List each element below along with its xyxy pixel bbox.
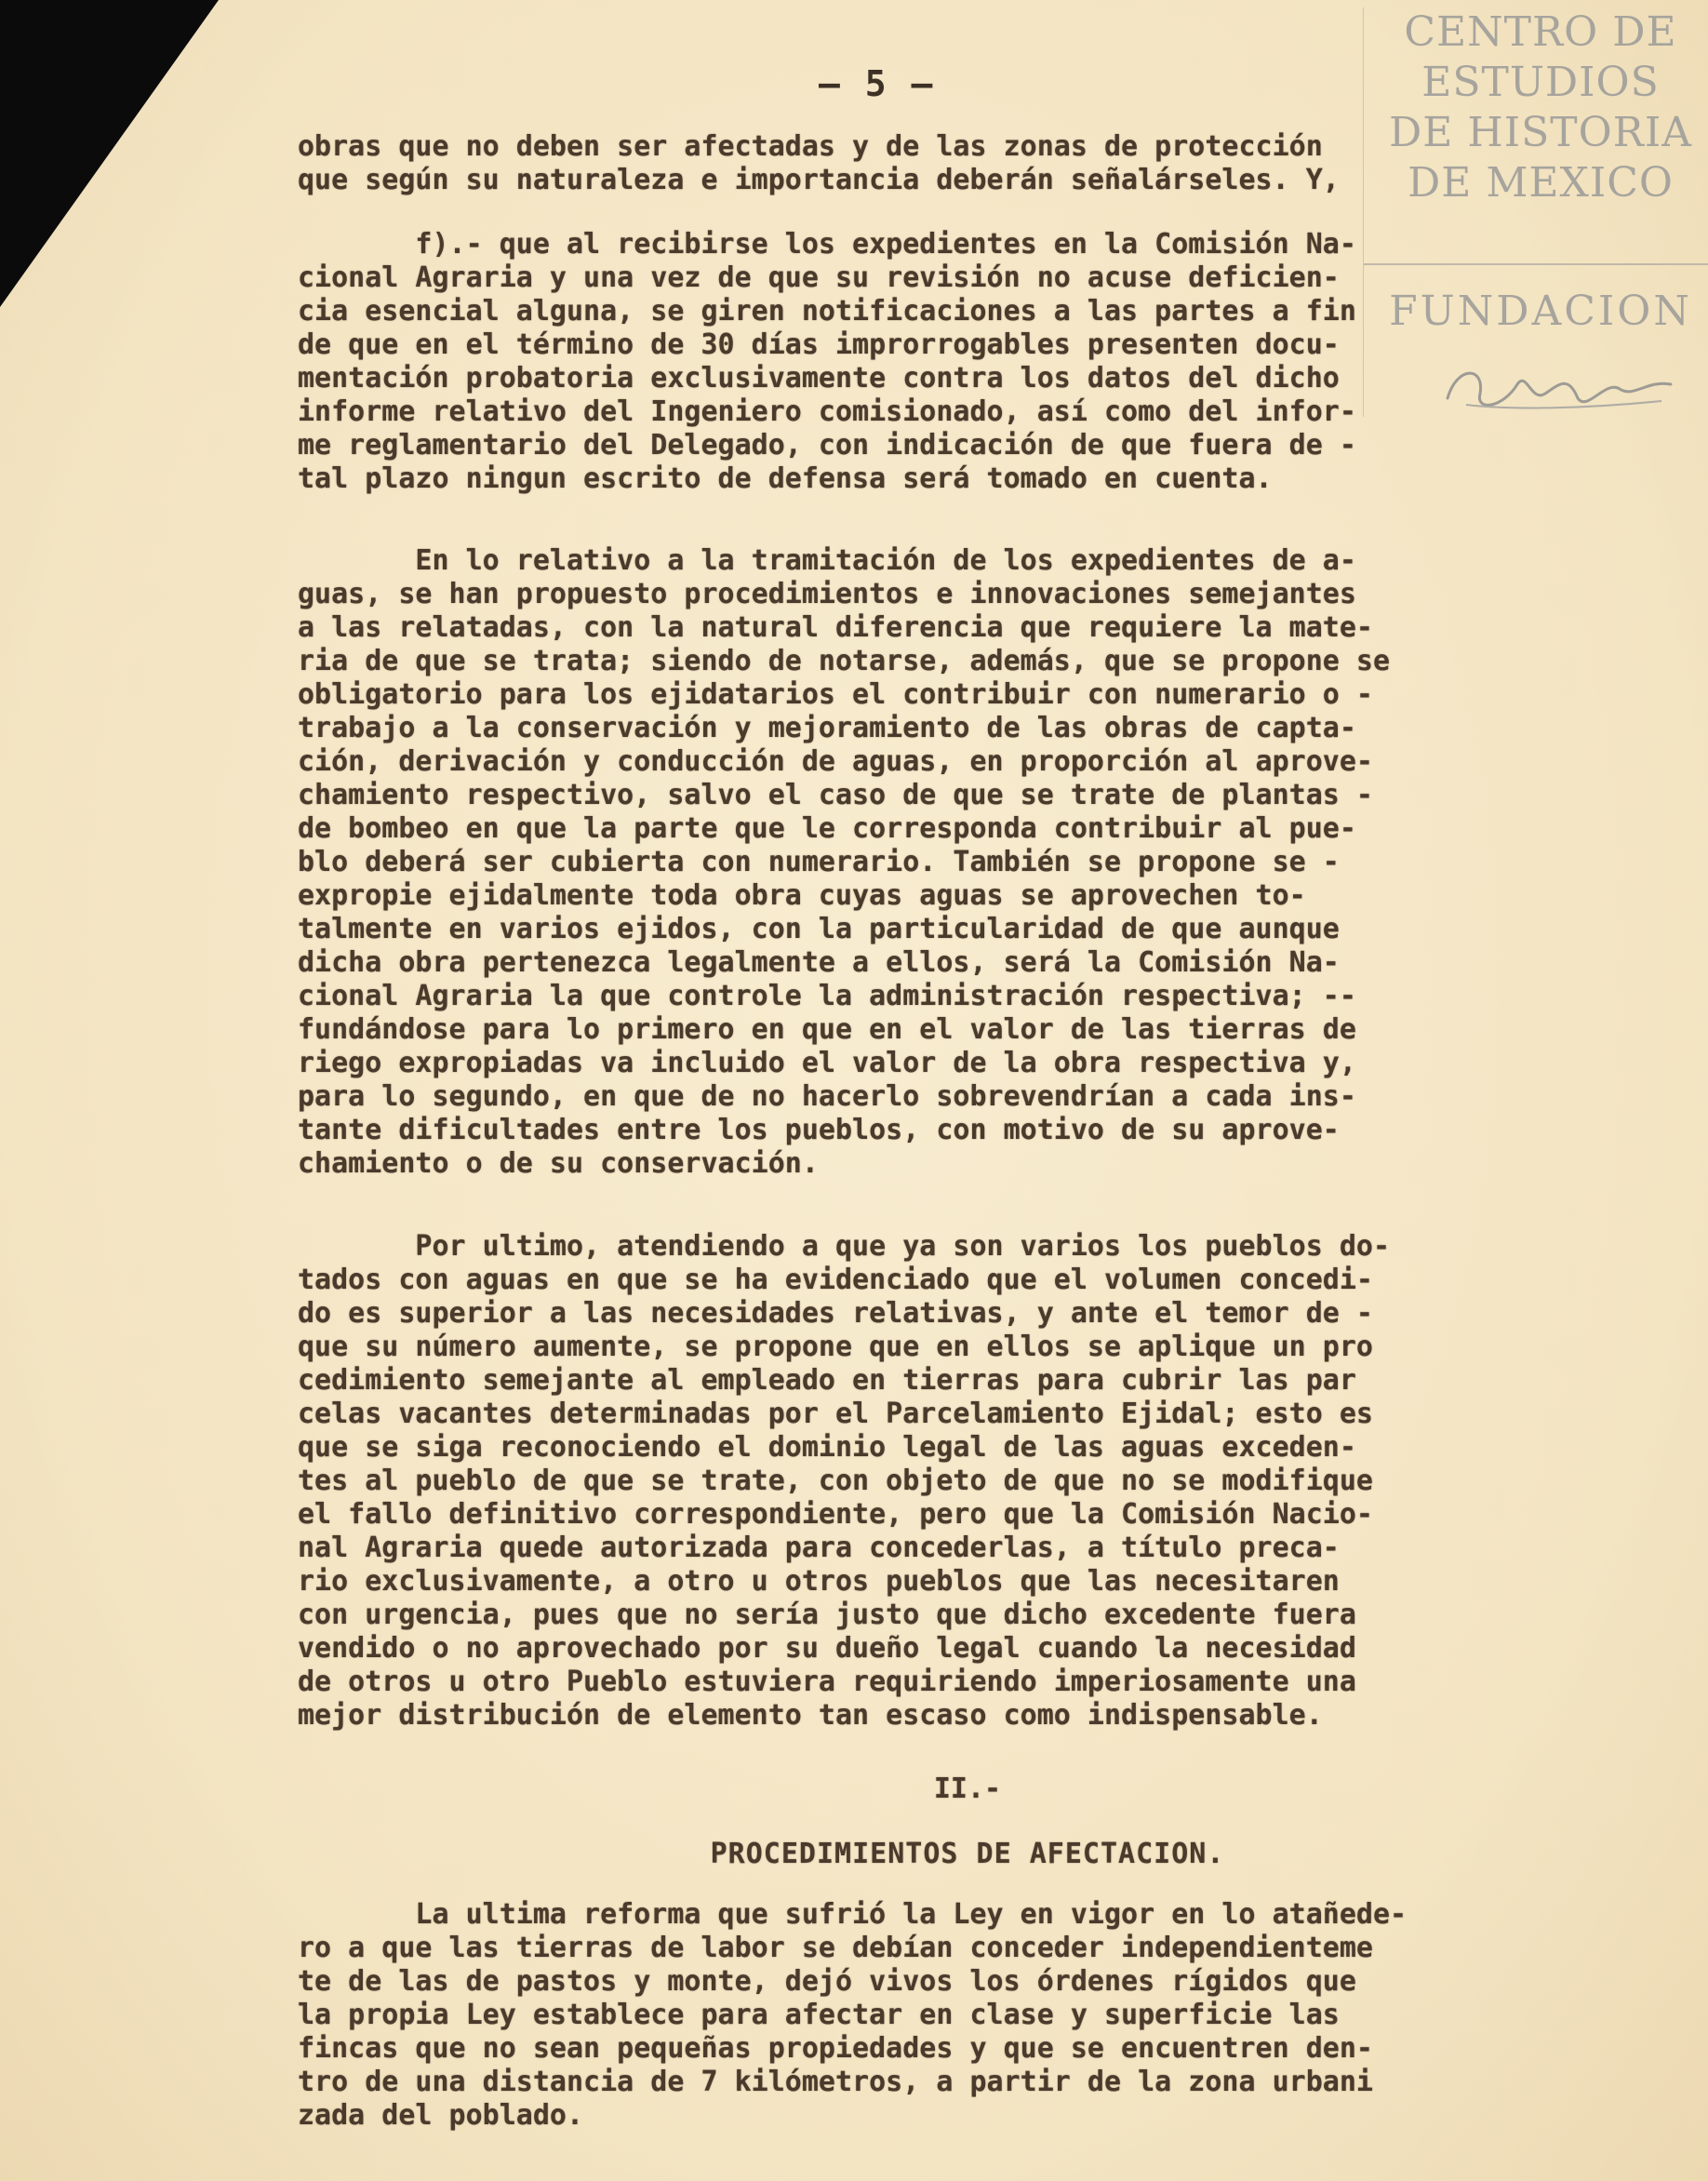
text-line: celas vacantes determinadas por el Parcelamiento Ejidal; esto es xyxy=(298,1398,1373,1430)
text-line: obras que no deben ser afectadas y de las zonas de protección xyxy=(298,130,1323,163)
text-line: que se siga reconociendo el dominio legal de las aguas exceden- xyxy=(298,1431,1356,1464)
text-line: tro de una distancia de 7 kilómetros, a partir de la zona urbani xyxy=(298,2066,1373,2098)
text-line: rio exclusivamente, a otro u otros pueblos que las necesitaren xyxy=(298,1565,1340,1598)
text-line: Por ultimo, atendiendo a que ya son varios los pueblos do- xyxy=(298,1230,1390,1263)
text-line: expropie ejidalmente toda obra cuyas aguas se aprovechen to- xyxy=(298,879,1306,912)
text-line: ria de que se trata; siendo de notarse, además, que se propone se xyxy=(298,645,1390,677)
text-line: el fallo definitivo correspondiente, pero que la Comisión Nacio- xyxy=(298,1498,1373,1531)
text-line: de que en el término de 30 días improrrogables presenten docu- xyxy=(298,328,1340,361)
section-number: II.- xyxy=(933,1773,1002,1805)
text-line: trabajo a la conservación y mejoramiento de las obras de capta- xyxy=(298,712,1356,744)
text-line: cia esencial alguna, se giren notificaciones a las partes a fin xyxy=(298,295,1356,328)
text-line: que su número aumente, se propone que en ellos se aplique un pro xyxy=(298,1331,1373,1363)
section-title: PROCEDIMIENTOS DE AFECTACION. xyxy=(710,1838,1225,1870)
text-line: informe relativo del Ingeniero comisionado, así como del infor- xyxy=(298,395,1356,428)
paragraph-continuation xyxy=(298,130,1637,197)
paragraph-water-surplus xyxy=(298,1230,1637,1733)
watermark-line: DE HISTORIA xyxy=(1389,109,1692,156)
text-line: con urgencia, pues que no sería justo que dicho excedente fuera xyxy=(298,1599,1356,1631)
text-line: te de las de pastos y monte, dejó vivos los órdenes rígidos que xyxy=(298,1965,1356,1998)
text-line: zada del poblado. xyxy=(298,2099,584,2132)
text-line: nal Agraria quede autorizada para concederlas, a título preca- xyxy=(298,1532,1340,1564)
paragraph-item-f xyxy=(298,228,1637,496)
text-line: riego expropiadas va incluido el valor de la obra respectiva y, xyxy=(298,1047,1356,1079)
text-line: dicha obra pertenezca legalmente a ellos, será la Comisión Na- xyxy=(298,946,1340,979)
text-line: tal plazo ningun escrito de defensa será tomado en cuenta. xyxy=(298,462,1273,495)
scan-corner-shadow xyxy=(0,0,219,307)
text-line: cional Agraria y una vez de que su revisión no acuse deficien- xyxy=(298,261,1340,294)
text-line: chamiento respectivo, salvo el caso de que se trate de plantas - xyxy=(298,779,1373,811)
text-line: a las relatadas, con la natural diferencia que requiere la mate- xyxy=(298,611,1373,644)
paragraph-water-procedures xyxy=(298,544,1637,1181)
text-line: cedimiento semejante al empleado en tierras para cubrir las par xyxy=(298,1364,1356,1397)
text-line: tados con aguas en que se ha evidenciado que el volumen concedi- xyxy=(298,1264,1373,1296)
text-line: chamiento o de su conservación. xyxy=(298,1147,819,1180)
text-line: blo deberá ser cubierta con numerario. También se propone se - xyxy=(298,846,1340,878)
page-number: — 5 — xyxy=(819,63,935,104)
text-line: para lo segundo, en que de no hacerlo sobrevendrían a cada ins- xyxy=(298,1080,1356,1113)
text-line: talmente en varios ejidos, con la particularidad de que aunque xyxy=(298,913,1340,945)
text-line: cional Agraria la que controle la administración respectiva; -- xyxy=(298,980,1356,1012)
text-line: fincas que no sean pequeñas propiedades y que se encuentren den- xyxy=(298,2032,1373,2065)
text-line: La ultima reforma que sufrió la Ley en vigor en lo atañede- xyxy=(298,1898,1408,1931)
text-line: do es superior a las necesidades relativas, y ante el temor de - xyxy=(298,1297,1373,1330)
text-line: me reglamentario del Delegado, con indicación de que fuera de - xyxy=(298,429,1356,462)
text-line: f).- que al recibirse los expedientes en la Comisión Na- xyxy=(298,228,1356,261)
text-line: mentación probatoria exclusivamente contra los datos del dicho xyxy=(298,362,1340,395)
watermark-line: CENTRO DE xyxy=(1404,8,1677,56)
text-line: vendido o no aprovechado por su dueño legal cuando la necesidad xyxy=(298,1632,1356,1665)
watermark-line: ESTUDIOS xyxy=(1421,59,1660,106)
text-line: fundándose para lo primero en que en el valor de las tierras de xyxy=(298,1013,1356,1046)
text-line: ción, derivación y conducción de aguas, en proporción al aprove- xyxy=(298,745,1373,778)
text-line: ro a que las tierras de labor se debían conceder independienteme xyxy=(298,1932,1373,1964)
text-line: tes al pueblo de que se trate, con objeto de que no se modifique xyxy=(298,1465,1373,1497)
watermark-foundation: FUNDACION xyxy=(1389,288,1692,335)
text-line: la propia Ley establece para afectar en clase y superficie las xyxy=(298,1999,1340,2031)
watermark-line: DE MEXICO xyxy=(1408,159,1674,207)
text-line: guas, se han propuesto procedimientos e innovaciones semejantes xyxy=(298,578,1356,610)
text-line: de otros u otro Pueblo estuviera requiriendo imperiosamente una xyxy=(298,1666,1356,1698)
text-line: tante dificultades entre los pueblos, con motivo de su aprove- xyxy=(298,1114,1340,1146)
paragraph-affectation xyxy=(298,1898,1637,2133)
text-line: de bombeo en que la parte que le corresponda contribuir al pue- xyxy=(298,812,1356,845)
text-line: mejor distribución de elemento tan escaso como indispensable. xyxy=(298,1699,1323,1732)
text-line: obligatorio para los ejidatarios el contribuir con numerario o - xyxy=(298,678,1373,711)
text-line: En lo relativo a la tramitación de los expedientes de a- xyxy=(298,544,1356,577)
text-line: que según su naturaleza e importancia deberán señalárseles. Y, xyxy=(298,164,1340,196)
